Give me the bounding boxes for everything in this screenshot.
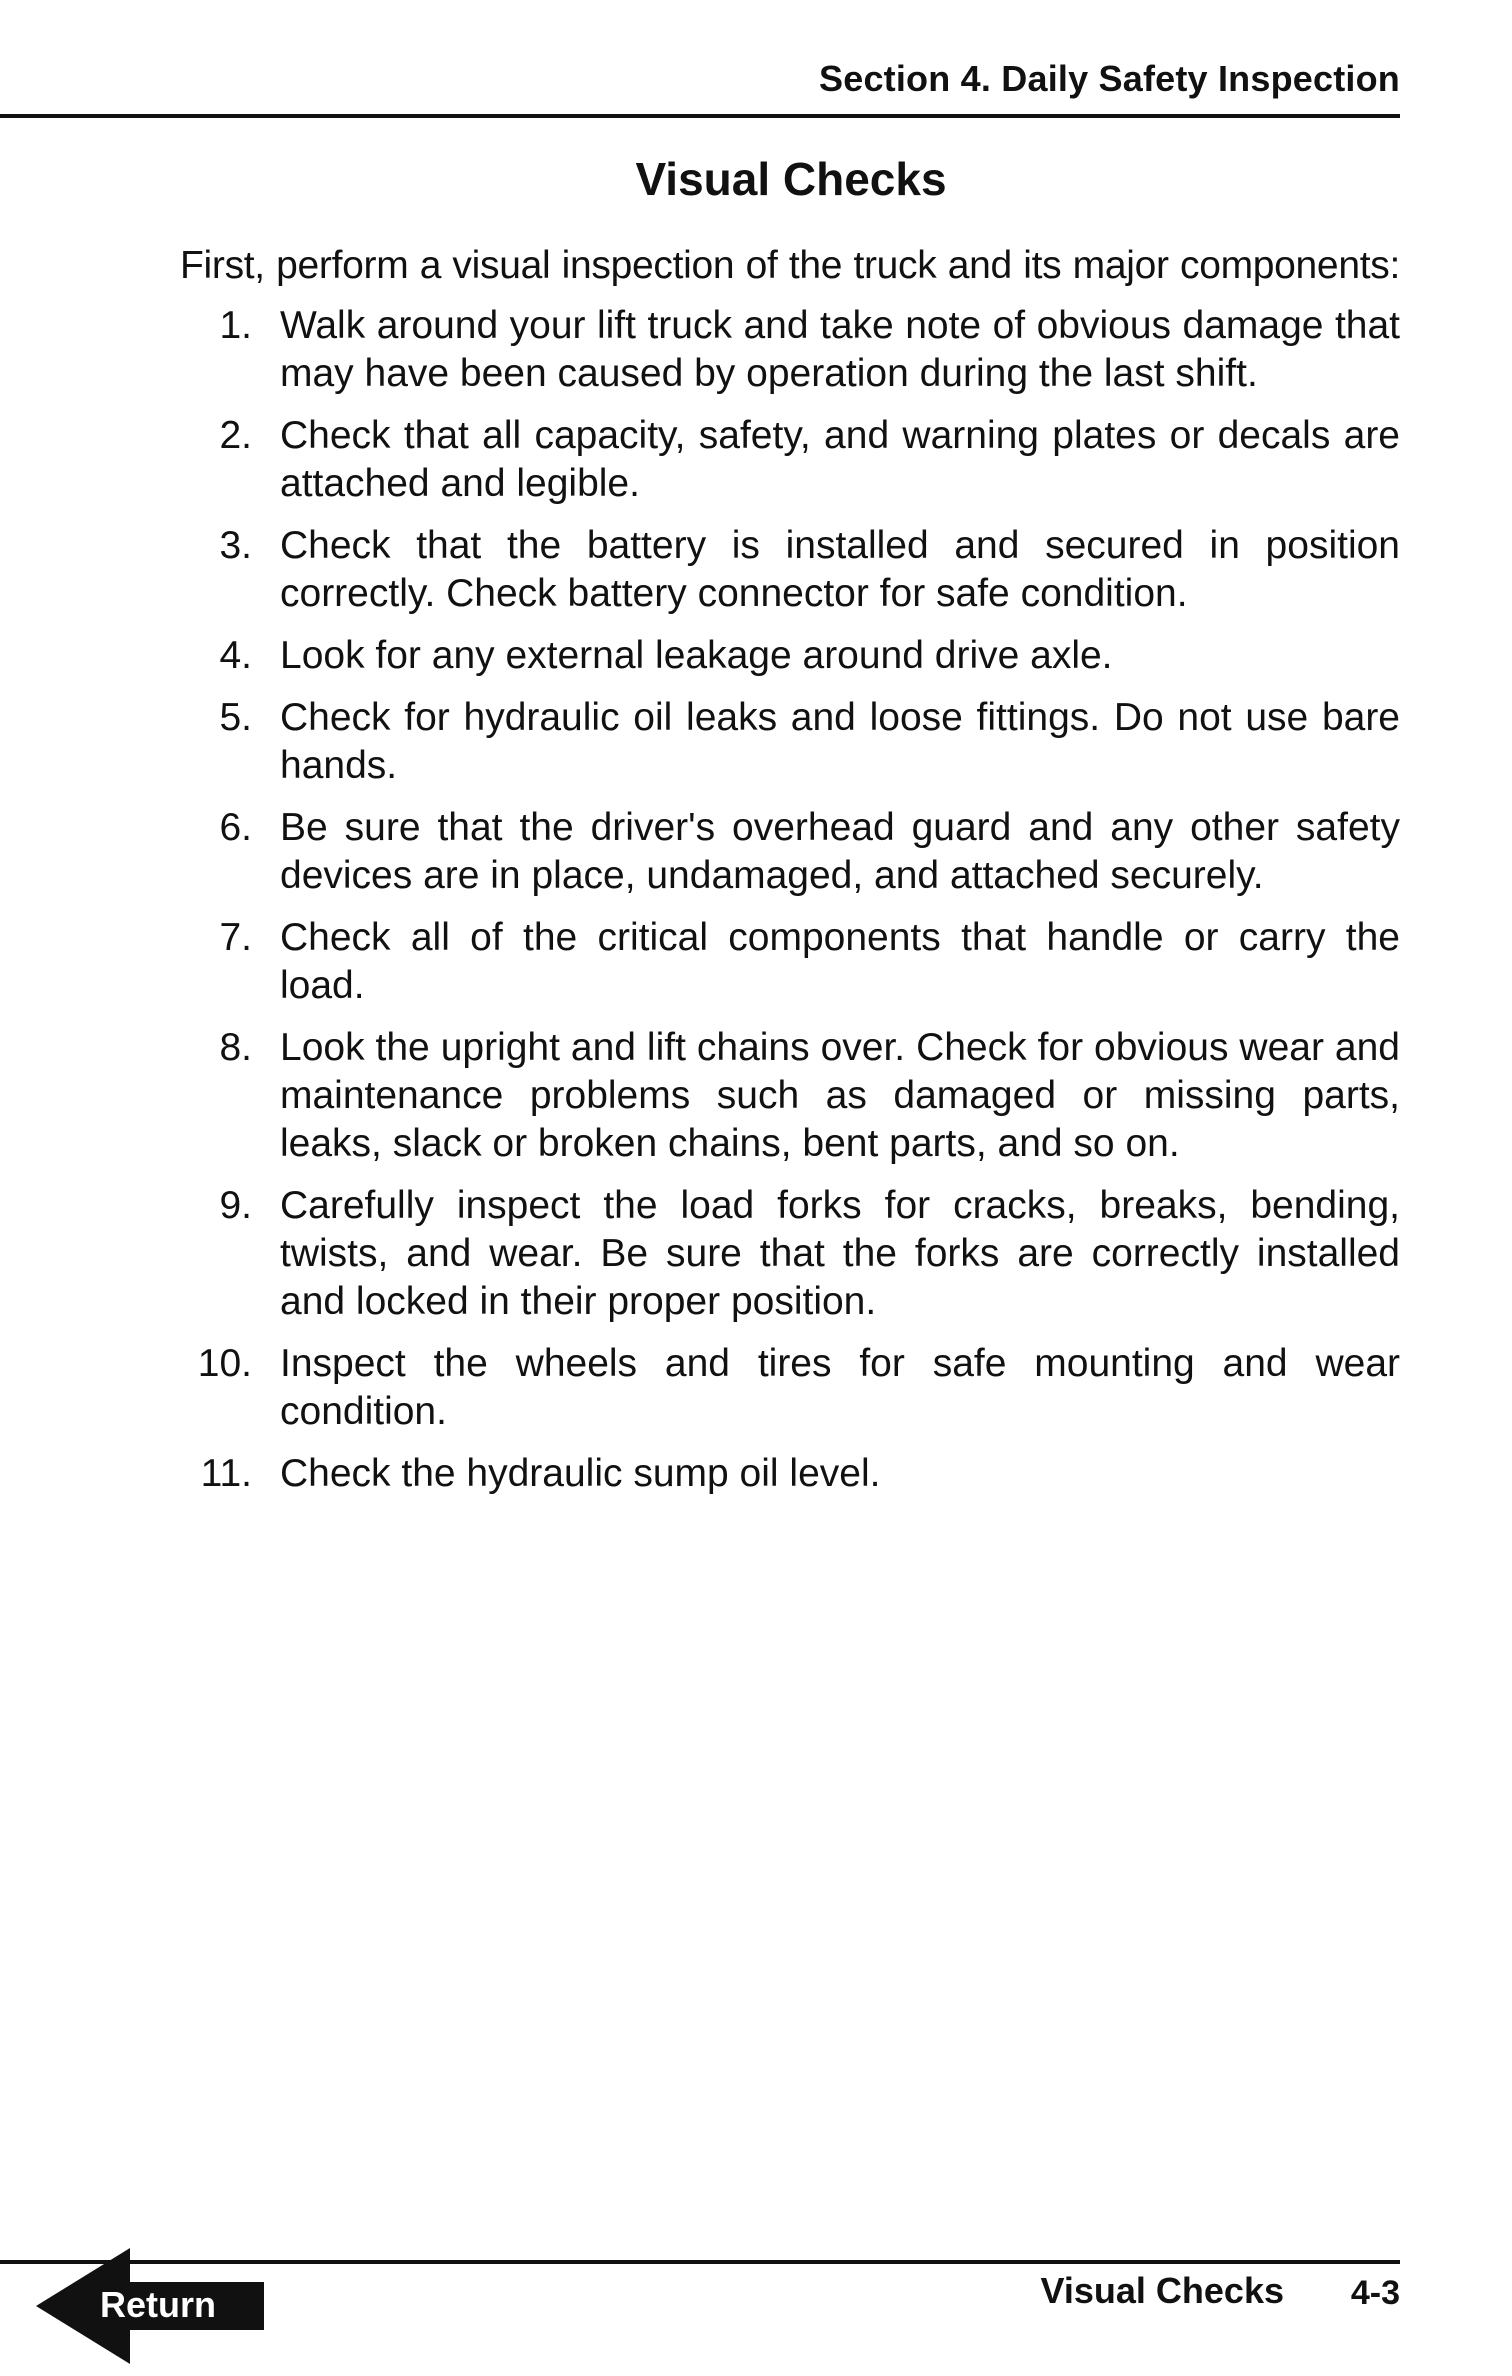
list-item-number: 2. (219, 414, 252, 457)
list-item-number: 6. (219, 806, 252, 849)
list-item-text: Walk around your lift truck and take note of obvious damage that may have been caused by operation during the last shift. (280, 304, 1400, 395)
page-title: Visual Checks (635, 153, 947, 205)
inspection-checklist (180, 302, 1400, 1512)
list-item (180, 1340, 1400, 1436)
list-item-text: Be sure that the driver's overhead guard and any other safety devices are in place, undamaged, and attached securely. (280, 806, 1400, 897)
footer-title: Visual Checks (1040, 2270, 1284, 2311)
list-item-number: 1. (219, 304, 252, 347)
list-item-number: 3. (219, 524, 252, 567)
list-item-number: 10. (197, 1342, 252, 1385)
list-item (180, 412, 1400, 508)
return-button[interactable] (36, 2248, 268, 2364)
list-item (180, 914, 1400, 1010)
list-item-text: Check that the battery is installed and secured in position correctly. Check battery connector for safe condition. (280, 524, 1400, 615)
running-header: Section 4. Daily Safety Inspection (819, 58, 1400, 99)
list-item-text: Inspect the wheels and tires for safe mounting and wear condition. (280, 1342, 1400, 1433)
intro-paragraph: First, perform a visual inspection of the truck and its major components: (180, 244, 1400, 287)
list-item-text: Carefully inspect the load forks for cracks, breaks, bending, twists, and wear. Be sure that the forks are correctly installed and locked in their proper position. (280, 1184, 1400, 1323)
list-item-number: 4. (219, 634, 252, 677)
list-item (180, 632, 1400, 680)
list-item-number: 11. (200, 1452, 252, 1495)
list-item-number: 8. (219, 1026, 252, 1069)
list-item (180, 1024, 1400, 1168)
list-item (180, 1182, 1400, 1326)
list-item-number: 7. (219, 916, 252, 959)
list-item (180, 522, 1400, 618)
list-item (180, 694, 1400, 790)
list-item-text: Check the hydraulic sump oil level. (280, 1452, 881, 1495)
list-item (180, 1450, 1400, 1498)
list-item-text: Check all of the critical components that handle or carry the load. (280, 916, 1400, 1007)
page-number: 4-3 (1350, 2274, 1400, 2312)
list-item-text: Check that all capacity, safety, and warning plates or decals are attached and legible. (280, 414, 1400, 505)
list-item-text: Check for hydraulic oil leaks and loose fittings. Do not use bare hands. (280, 696, 1400, 787)
list-item (180, 804, 1400, 900)
list-item-text: Look for any external leakage around drive axle. (280, 634, 1113, 677)
list-item (180, 302, 1400, 398)
list-item-number: 5. (219, 696, 252, 739)
list-item-number: 9. (219, 1184, 252, 1227)
return-button-label: Return (100, 2284, 216, 2325)
list-item-text: Look the upright and lift chains over. Check for obvious wear and maintenance problems such as damaged or missing parts, leaks, slack or broken chains, bent parts, and so on. (280, 1026, 1400, 1165)
header-divider (0, 114, 1400, 118)
